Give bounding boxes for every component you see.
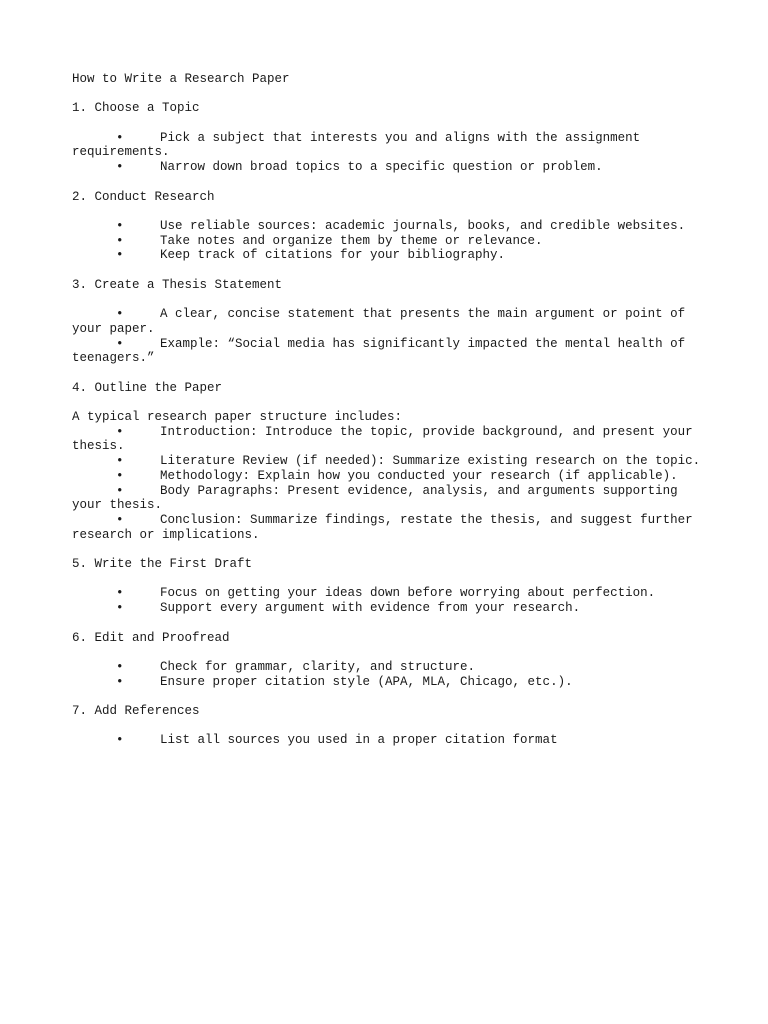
section-first-draft bbox=[72, 557, 702, 616]
list-item-text: Focus on getting your ideas down before worrying about perfection. bbox=[160, 586, 656, 601]
section-edit-proofread bbox=[72, 631, 702, 690]
list-item-text: Keep track of citations for your bibliography. bbox=[160, 248, 506, 263]
list-item bbox=[72, 219, 702, 234]
list-item bbox=[72, 337, 702, 366]
bullet-icon: • bbox=[116, 336, 124, 351]
bullet-icon: • bbox=[116, 586, 124, 601]
list-item-text: Take notes and organize them by theme or relevance. bbox=[160, 233, 543, 248]
section-intro: A typical research paper structure includes: bbox=[72, 410, 403, 425]
list-item bbox=[72, 131, 702, 160]
bullet-icon: • bbox=[116, 468, 124, 483]
list-item-text: Pick a subject that interests you and aligns with the assignment requirements. bbox=[72, 130, 641, 160]
list-item-text: Ensure proper citation style (APA, MLA, Chicago, etc.). bbox=[160, 674, 573, 689]
list-item bbox=[72, 234, 702, 249]
list-item-text: Support every argument with evidence from your research. bbox=[160, 601, 581, 616]
bullet-list bbox=[72, 660, 702, 689]
list-item bbox=[72, 425, 702, 454]
list-item bbox=[72, 469, 702, 484]
bullet-icon: • bbox=[116, 248, 124, 263]
bullet-list bbox=[72, 733, 702, 748]
list-item-text: Narrow down broad topics to a specific question or problem. bbox=[160, 160, 603, 175]
section-thesis-statement bbox=[72, 278, 702, 366]
section-heading: 3. Create a Thesis Statement bbox=[72, 277, 283, 292]
section-references bbox=[72, 704, 702, 748]
section-heading: 1. Choose a Topic bbox=[72, 101, 200, 116]
list-item bbox=[72, 675, 702, 690]
section-heading: 7. Add References bbox=[72, 704, 200, 719]
list-item-text: Literature Review (if needed): Summarize existing research on the topic. bbox=[160, 454, 701, 469]
list-item-text: Body Paragraphs: Present evidence, analysis, and arguments supporting your thesis. bbox=[72, 483, 678, 513]
bullet-icon: • bbox=[116, 233, 124, 248]
list-item bbox=[72, 733, 702, 748]
bullet-icon: • bbox=[116, 160, 124, 175]
section-heading: 5. Write the First Draft bbox=[72, 557, 253, 572]
section-heading: 4. Outline the Paper bbox=[72, 380, 223, 395]
bullet-icon: • bbox=[116, 483, 124, 498]
bullet-list bbox=[72, 131, 702, 175]
section-choose-topic bbox=[72, 101, 702, 175]
bullet-icon: • bbox=[116, 130, 124, 145]
list-item-text: Use reliable sources: academic journals, books, and credible websites. bbox=[160, 218, 686, 233]
list-item-text: Conclusion: Summarize findings, restate the thesis, and suggest further research or implications. bbox=[72, 512, 693, 542]
list-item bbox=[72, 586, 702, 601]
list-item-text: Introduction: Introduce the topic, provide background, and present your thesis. bbox=[72, 424, 693, 454]
section-heading: 6. Edit and Proofread bbox=[72, 630, 230, 645]
bullet-icon: • bbox=[116, 659, 124, 674]
list-item-text: List all sources you used in a proper citation format bbox=[160, 733, 558, 748]
list-item-text: Check for grammar, clarity, and structure. bbox=[160, 659, 476, 674]
bullet-icon: • bbox=[116, 601, 124, 616]
bullet-icon: • bbox=[116, 218, 124, 233]
section-outline bbox=[72, 381, 702, 543]
bullet-list bbox=[72, 307, 702, 366]
list-item-text: Example: “Social media has significantly impacted the mental health of teenagers.” bbox=[72, 336, 686, 366]
bullet-icon: • bbox=[116, 674, 124, 689]
bullet-list bbox=[72, 586, 702, 615]
bullet-list bbox=[72, 219, 702, 263]
bullet-icon: • bbox=[116, 512, 124, 527]
list-item bbox=[72, 307, 702, 336]
list-item bbox=[72, 454, 702, 469]
bullet-icon: • bbox=[116, 307, 124, 322]
list-item-text: A clear, concise statement that presents the main argument or point of your paper. bbox=[72, 307, 686, 336]
section-conduct-research bbox=[72, 190, 702, 264]
list-item bbox=[72, 484, 702, 513]
list-item bbox=[72, 513, 702, 542]
bullet-icon: • bbox=[116, 454, 124, 469]
document-page bbox=[72, 72, 702, 763]
list-item bbox=[72, 248, 702, 263]
list-item bbox=[72, 160, 702, 175]
document-title: How to Write a Research Paper bbox=[72, 72, 290, 86]
bullet-icon: • bbox=[116, 424, 124, 439]
bullet-icon: • bbox=[116, 733, 124, 748]
list-item-text: Methodology: Explain how you conducted your research (if applicable). bbox=[160, 468, 678, 483]
list-item bbox=[72, 660, 702, 675]
section-heading: 2. Conduct Research bbox=[72, 189, 215, 204]
bullet-list bbox=[72, 425, 702, 543]
list-item bbox=[72, 601, 702, 616]
